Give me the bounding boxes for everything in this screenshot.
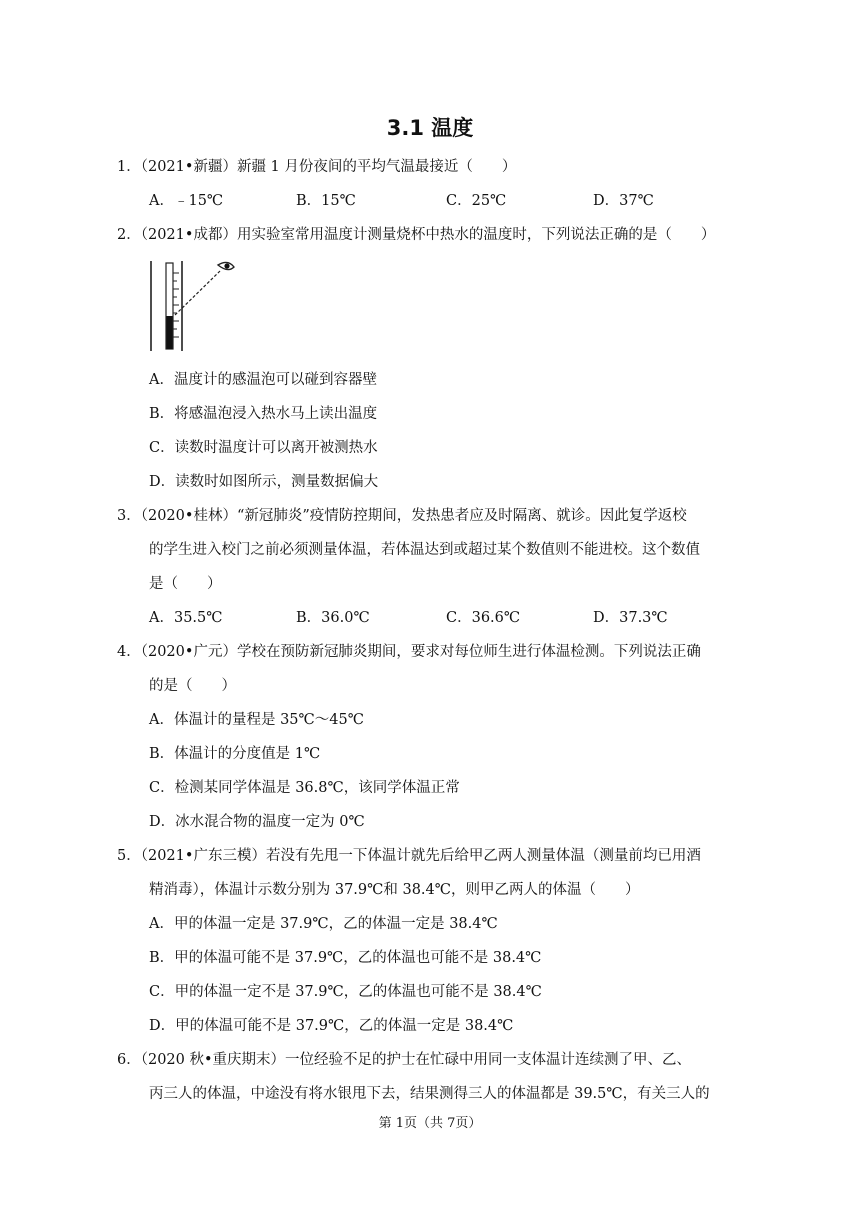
question-number: 2． [117,227,141,243]
question-4-stem-line-2: 的是（ ） [149,678,236,694]
question-3-stem-line-1 [117,506,687,526]
question-2-option-c: C．读数时温度计可以离开被测热水 [149,440,378,456]
question-text: （2021•成都）用实验室常用温度计测量烧杯中热水的温度时，下列说法正确的是（ ） [140,227,716,243]
question-2-option-d: D．读数时如图所示，测量数据偏大 [149,474,379,490]
question-text: （2020•广元）学校在预防新冠肺炎期间，要求对每位师生进行体温检测。下列说法正确 [140,644,701,660]
question-4-option-a: A．体温计的量程是 35℃～45℃ [149,712,364,728]
option-d: D．37.3℃ [593,610,668,626]
question-text: （2020 秋•重庆期末）一位经验不足的护士在忙碌中用同一支体温计连续测了甲、乙、 [140,1052,692,1068]
option-b: B．15℃ [296,193,356,209]
question-text: （2021•广东三模）若没有先甩一下体温计就先后给甲乙两人测量体温（测量前均已用酒 [140,848,701,864]
question-2-option-a: A．温度计的感温泡可以碰到容器壁 [149,372,377,388]
question-text: （2020•桂林）“新冠肺炎”疫情防控期间，发热患者应及时隔离、就诊。因此复学返校 [140,508,687,524]
page-footer: 第 1页（共 7页） [378,1116,482,1131]
eye-icon [218,262,234,269]
question-number: 1． [117,159,141,175]
question-number: 4． [117,644,141,660]
thermometer-scale [173,273,179,337]
option-b: B．36.0℃ [296,610,370,626]
option-c: C．36.6℃ [446,610,521,626]
question-number: 6． [117,1052,141,1068]
question-4-stem-line-1 [117,642,701,662]
page-title: 3.1 温度 [386,116,474,140]
question-6-stem-line-2: 丙三人的体温，中途没有将水银甩下去，结果测得三人的体温都是 39.5℃，有关三人的 [149,1086,710,1102]
question-number: 3． [117,508,141,524]
thermometer-reading-figure [148,259,238,354]
question-5-stem-line-2: 精消毒），体温计示数分别为 37.9℃和 38.4℃，则甲乙两人的体温（ ） [149,882,640,898]
question-2-option-b: B．将感温泡浸入热水马上读出温度 [149,406,378,422]
option-c: C．25℃ [446,193,507,209]
question-number: 5． [117,848,141,864]
question-5-option-d: D．甲的体温可能不是 37.9℃，乙的体温一定是 38.4℃ [149,1018,514,1034]
question-4-option-c: C．检测某同学体温是 36.8℃，该同学体温正常 [149,780,460,796]
question-3-stem-line-2: 的学生进入校门之前必须测量体温，若体温达到或超过某个数值则不能进校。这个数值 [149,542,700,558]
question-4-option-d: D．冰水混合物的温度一定为 0℃ [149,814,365,830]
question-1-stem [117,157,516,177]
question-5-stem-line-1 [117,846,701,866]
option-a: A．35.5℃ [149,610,223,626]
option-d: D．37℃ [593,193,654,209]
question-5-option-b: B．甲的体温可能不是 37.9℃，乙的体温也可能不是 38.4℃ [149,950,542,966]
question-6-stem-line-1 [117,1050,691,1070]
thermometer-liquid [167,316,173,349]
question-text: （2021•新疆）新疆 1 月份夜间的平均气温最接近（ ） [140,159,517,175]
question-3-stem-line-3: 是（ ） [149,576,222,592]
option-a: A．﹣15℃ [149,193,224,209]
question-5-option-a: A．甲的体温一定是 37.9℃，乙的体温一定是 38.4℃ [149,916,498,932]
question-5-option-c: C．甲的体温一定不是 37.9℃，乙的体温也可能不是 38.4℃ [149,984,542,1000]
question-4-option-b: B．体温计的分度值是 1℃ [149,746,321,762]
question-2-stem [117,225,715,245]
